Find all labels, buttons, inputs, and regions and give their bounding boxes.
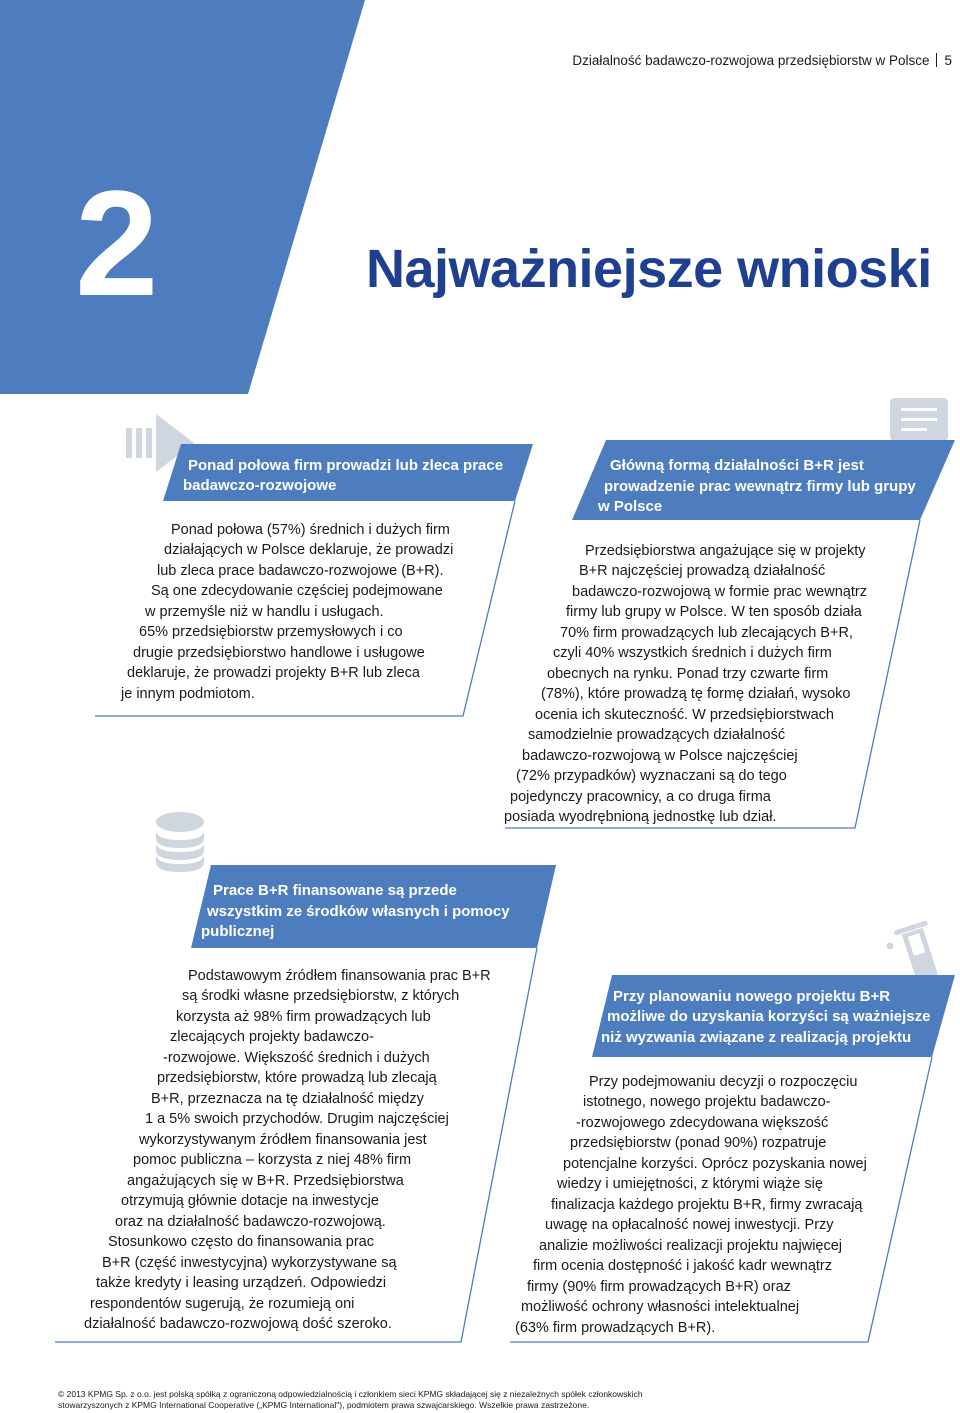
- section-1-body-line: 65% przedsiębiorstw przemysłowych i co: [139, 624, 403, 640]
- section-2-body-line: obecnych na rynku. Ponad trzy czwarte firm: [547, 666, 829, 682]
- section-4-title-line: niż wyzwania związane z realizacją projektu: [601, 1029, 912, 1046]
- section-4-title-line: możliwe do uzyskania korzyści są ważniejsze: [607, 1008, 931, 1025]
- chapter-title: Najważniejsze wnioski: [366, 239, 932, 299]
- section-3-body-line: są środki własne przedsiębiorstw, z których: [182, 988, 460, 1004]
- running-header: [572, 53, 952, 68]
- section-4-title-line: Przy planowaniu nowego projektu B+R: [613, 988, 891, 1005]
- section-2-body-line: czyli 40% wszystkich średnich i dużych firm: [553, 645, 832, 661]
- section-2-body-line: badawczo-rozwojową w Polsce najczęściej: [522, 748, 798, 764]
- coin-stack-icon: [156, 812, 204, 872]
- section-2-body-line: badawczo-rozwojową w formie prac wewnątrz: [572, 584, 867, 600]
- section-4-body-line: istotnego, nowego projektu badawczo-: [583, 1094, 831, 1110]
- chapter-banner-shape: [0, 0, 365, 394]
- section-2-body-line: pojedynczy pracownicy, a co druga firma: [510, 789, 771, 805]
- section-3-title-line: publicznej: [201, 923, 275, 940]
- chapter-number: 2: [75, 159, 155, 327]
- section-3-body-line: korzysta aż 98% firm prowadzących lub: [176, 1009, 431, 1025]
- section-3-body-line: angażujących się w B+R. Przedsiębiorstwa: [127, 1173, 404, 1189]
- section-3-body-line: 1 a 5% swoich przychodów. Drugim najczęściej: [145, 1111, 449, 1127]
- section-3-body-line: respondentów sugerują, że rozumieją oni: [90, 1296, 355, 1312]
- section-3-body-line: wykorzystywanym źródłem finansowania jest: [139, 1132, 427, 1148]
- section-4-body-line: -rozwojowego zdecydowana większość: [576, 1115, 829, 1131]
- footer-line: stowarzyszonych z KPMG International Cooperative („KPMG International"), podmiotem prawa szwajcarskiego. Wszelkie prawa zastrzeżone.: [58, 1400, 590, 1410]
- section-2-title-line: prowadzenie prac wewnątrz firmy lub grupy: [604, 478, 916, 495]
- section-3-title-line: Prace B+R finansowane są przede: [213, 882, 457, 899]
- section-2-body-line: (78%), które prowadzą tę formę działań, wysoko: [541, 686, 851, 702]
- section-4-body-line: firmy (90% firm prowadzących B+R) oraz: [527, 1279, 791, 1295]
- section-3-body-line: oraz na działalność badawczo-rozwojową.: [115, 1214, 386, 1230]
- section-1-body-line: lub zleca prace badawczo-rozwojowe (B+R).: [157, 563, 444, 579]
- section-3-body-line: zlecających projekty badawczo-: [170, 1029, 374, 1045]
- section-4-body-line: analizie możliwości realizacji projektu najwięcej: [539, 1238, 843, 1254]
- section-3-body-line: także kredyty i leasing urządzeń. Odpowiedzi: [96, 1275, 387, 1291]
- section-1-body-line: Ponad połowa (57%) średnich i dużych firm: [171, 522, 450, 538]
- section-2-title-line: Główną formą działalności B+R jest: [610, 457, 864, 474]
- section-3-body-line: Stosunkowo często do finansowania prac: [108, 1234, 374, 1250]
- section-2-body-line: B+R najczęściej prowadzą działalność: [579, 563, 826, 579]
- section-3-body-line: B+R, przeznacza na tę działalność między: [151, 1091, 424, 1107]
- section-1-title-line: Ponad połowa firm prowadzi lub zleca prace: [188, 457, 504, 474]
- section-2-body-line: (72% przypadków) wyznaczani są do tego: [516, 768, 787, 784]
- section-4-body-line: możliwość ochrony własności intelektualnej: [521, 1299, 800, 1315]
- section-1-body-line: w przemyśle niż w handlu i usługach.: [145, 604, 384, 620]
- section-4-body-line: przedsiębiorstw (ponad 90%) rozpatruje: [570, 1135, 827, 1151]
- section-1-body-line: je innym podmiotom.: [121, 686, 255, 702]
- section-4-body-line: wiedzy i umiejętności, z którymi wiąże się: [557, 1176, 823, 1192]
- section-3-body-line: Podstawowym źródłem finansowania prac B+R: [188, 968, 491, 984]
- section-1-title-line: badawczo-rozwojowe: [183, 477, 337, 494]
- section-4-body-line: Przy podejmowaniu decyzji o rozpoczęciu: [589, 1074, 858, 1090]
- section-3-body-line: -rozwojowe. Większość średnich i dużych: [163, 1050, 430, 1066]
- footer-line: © 2013 KPMG Sp. z o.o. jest polską spółką z ograniczoną odpowiedzialnością i członkiem sieci KPMG składającej się z niezależnych spółek członkowskich: [58, 1389, 643, 1399]
- section-3-title-line: wszystkim ze środków własnych i pomocy: [207, 903, 510, 920]
- section-1-body-line: Są one zdecydowanie częściej podejmowane: [151, 583, 443, 599]
- section-4-body-line: firm ocenia dostępność i jakość kadr wewnątrz: [533, 1258, 832, 1274]
- section-3-body-line: pomoc publiczna – korzysta z niej 48% firm: [133, 1152, 412, 1168]
- section-2-body-line: Przedsiębiorstwa angażujące się w projekty: [585, 543, 866, 559]
- page-number: 5: [944, 53, 952, 68]
- section-4-body-line: (63% firm prowadzących B+R).: [515, 1320, 716, 1336]
- section-2-title-line: w Polsce: [598, 498, 663, 515]
- section-1-body-line: drugie przedsiębiorstwo handlowe i usługowe: [133, 645, 425, 661]
- section-1-body-line: działających w Polsce deklaruje, że prowadzi: [164, 542, 454, 558]
- section-2-body-line: ocenia ich skuteczność. W przedsiębiorstwach: [535, 707, 834, 723]
- running-title: Działalność badawczo-rozwojowa przedsiębiorstw w Polsce: [572, 53, 930, 68]
- section-4-body-line: uwagę na opłacalność nowej inwestycji. Przy: [545, 1217, 834, 1233]
- section-2-body-line: 70% firm prowadzących lub zlecających B+R,: [560, 625, 853, 641]
- section-3-body-line: B+R (część inwestycyjna) wykorzystywane są: [102, 1255, 397, 1271]
- section-4-body-line: potencjalne korzyści. Oprócz pozyskania nowej: [563, 1156, 867, 1172]
- section-3-body-line: działalność badawczo-rozwojową dość szeroko.: [84, 1316, 392, 1332]
- footer-legal: [58, 1389, 643, 1411]
- section-2-body-line: posiada wyodrębnioną jednostkę lub dział.: [504, 809, 777, 825]
- section-4-body-line: finalizacja każdego projektu B+R, firmy zwracają: [551, 1197, 863, 1213]
- header-separator: [936, 53, 937, 67]
- section-2-body-line: firmy lub grupy w Polsce. W ten sposób działa: [566, 604, 862, 620]
- section-3-body-line: otrzymują głównie dotacje na inwestycje: [121, 1193, 379, 1209]
- section-1-body-line: deklaruje, że prowadzi projekty B+R lub zleca: [127, 665, 420, 681]
- section-3-body-line: przedsiębiorstw, które prowadzą lub zlecają: [157, 1070, 437, 1086]
- section-2-body-line: samodzielnie prowadzących działalność: [528, 727, 786, 743]
